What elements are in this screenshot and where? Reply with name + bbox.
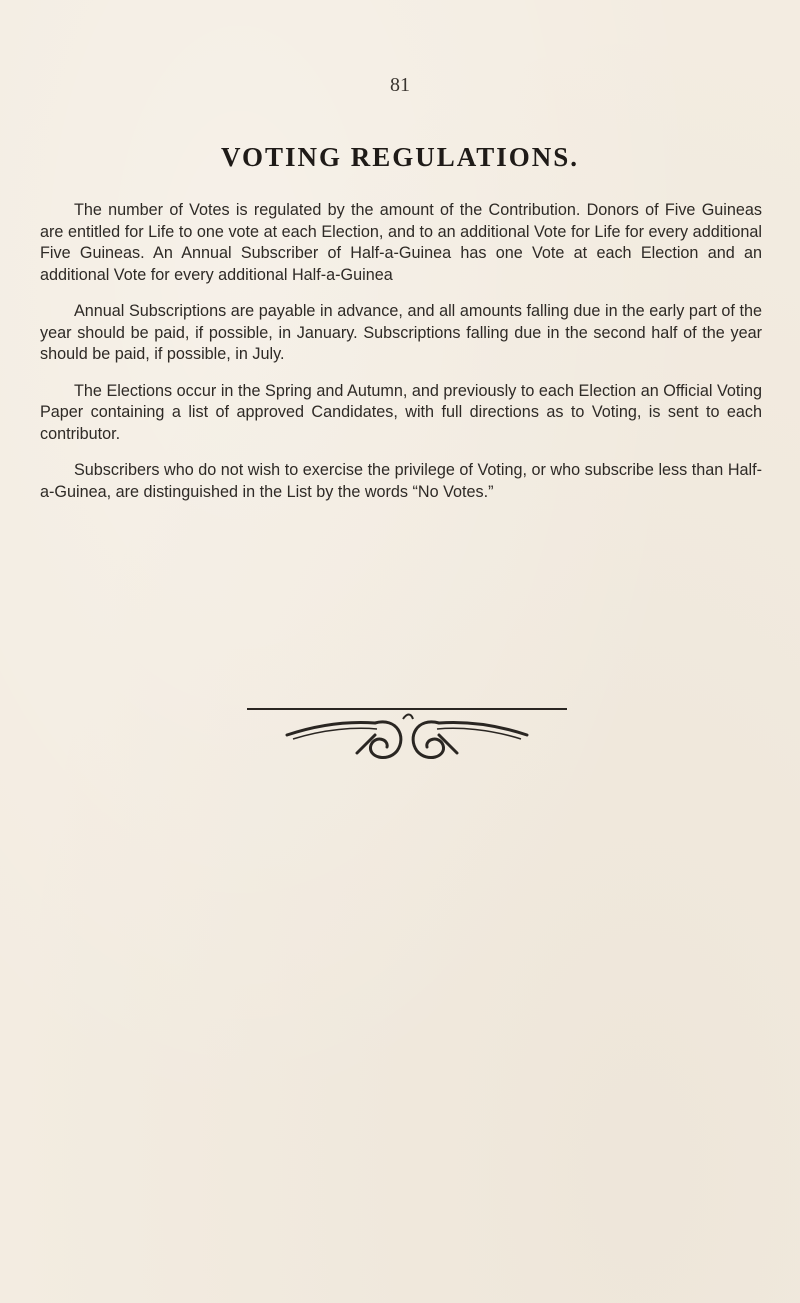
paragraph-annual-subscriptions: Annual Subscriptions are payable in advance, and all amounts falling due in the early part of the year should be paid, if possible, in January. Subscriptions falling due in the second half of the year should be paid, if possible, in July. <box>40 302 762 363</box>
page-number: 81 <box>390 74 410 96</box>
paragraph-no-votes: Subscribers who do not wish to exercise the privilege of Voting, or who subscribe less than Half-a-Guinea, are distinguished in the List by the words “No Votes.” <box>40 461 762 501</box>
body-text <box>40 200 762 518</box>
paragraph-elections: The Elections occur in the Spring and Autumn, and previously to each Election an Official Voting Paper containing a list of approved Candidates, with full directions as to Voting, is sent to each contributor. <box>40 381 762 443</box>
page-title: VOTING REGULATIONS. <box>220 142 580 172</box>
paragraph-votes-contribution: The number of Votes is regulated by the amount of the Contribution. Donors of Five Guineas are entitled for Life to one vote at each Election, and to an additional Vote for Life for every additional Five Guineas. An Annual Subscriber of Half-a-Guinea has one Vote at each Election and an additional Vote for every additional Half-a-Guinea <box>40 201 762 284</box>
decorative-scroll-ornament-icon <box>247 707 567 767</box>
